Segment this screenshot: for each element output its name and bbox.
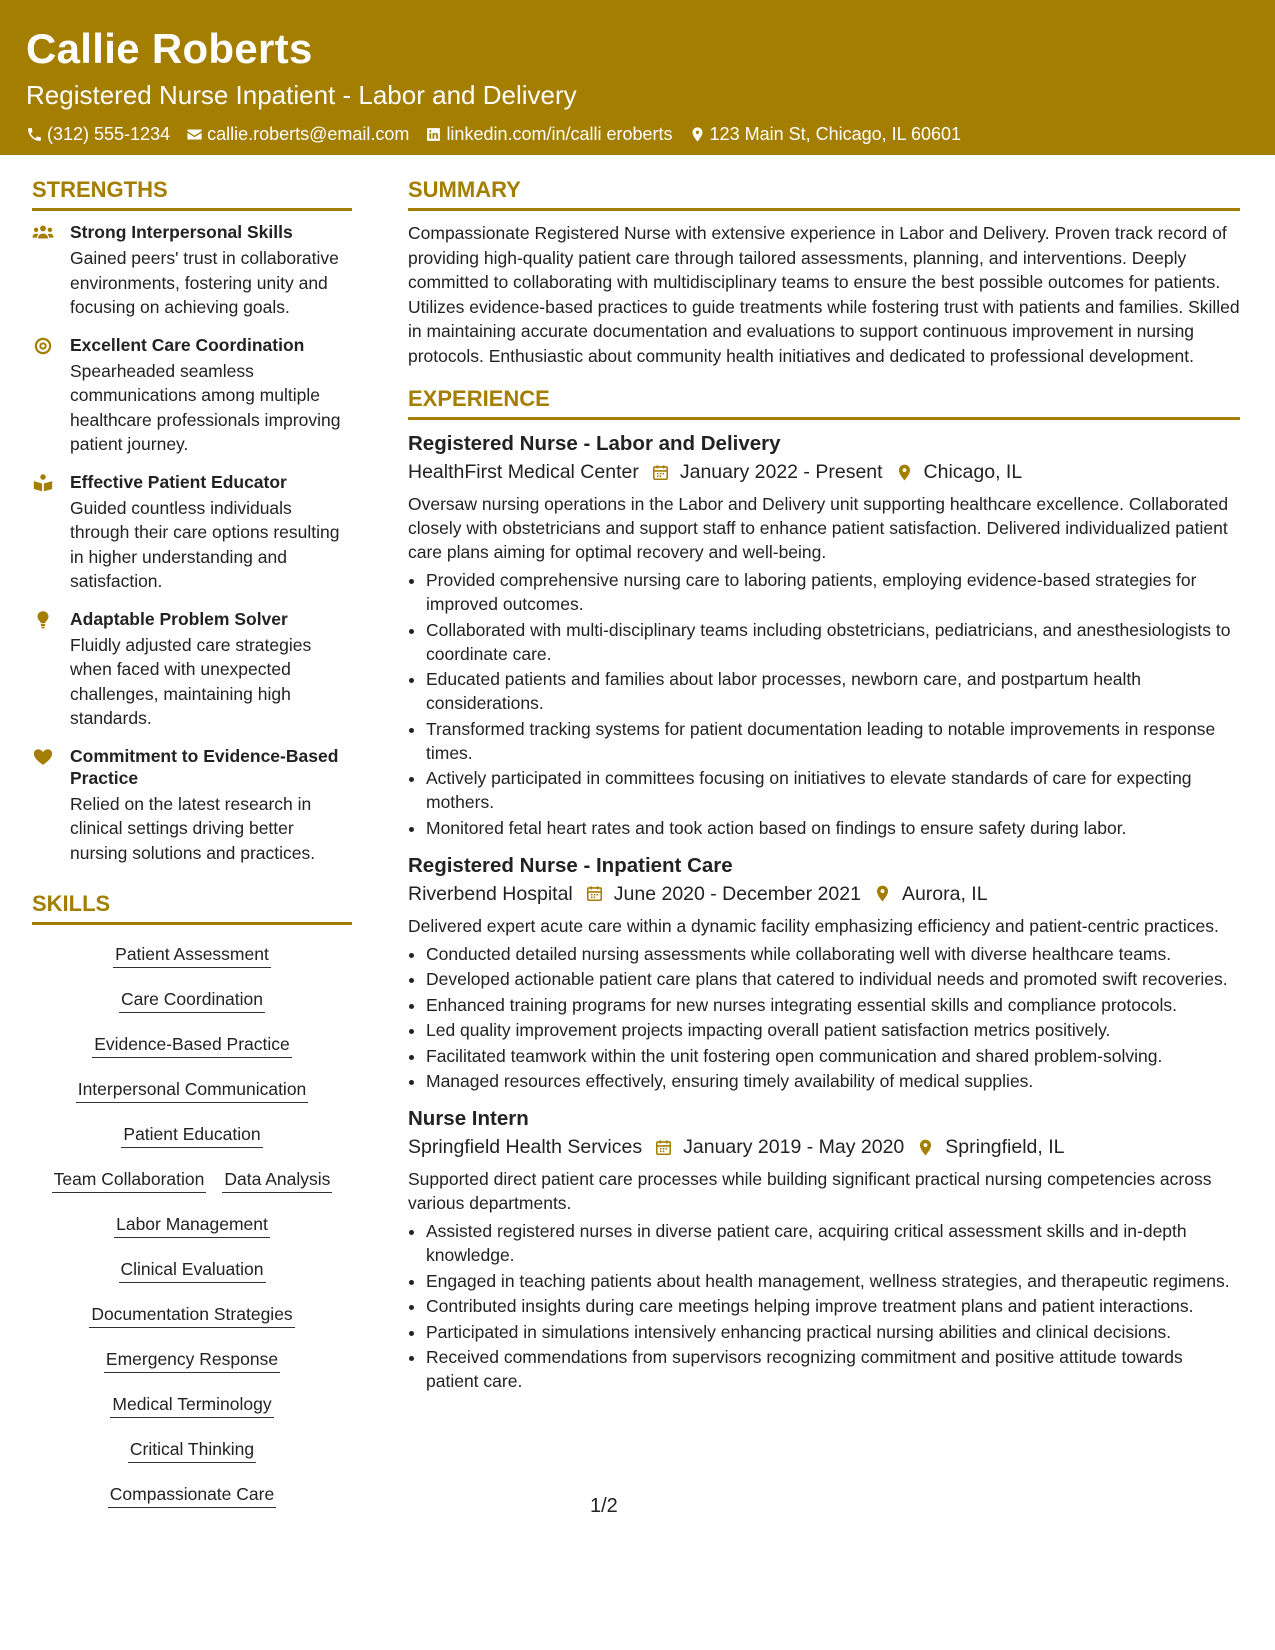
skill-tag: Care Coordination [119, 986, 265, 1013]
skill-tag: Patient Education [121, 1121, 262, 1148]
linkedin-text: linkedin.com/in/calli eroberts [446, 124, 673, 144]
skill-tag: Documentation Strategies [89, 1301, 294, 1328]
skill-tag: Compassionate Care [108, 1481, 276, 1508]
left-column [32, 175, 352, 1526]
strength-desc: Spearheaded seamless communications among multiple healthcare professionals improving patient journey. [70, 360, 341, 454]
job-bullet: • Received commendations from supervisors recognizing commitment and positive attitude towards patient care. [426, 1345, 1240, 1393]
strength-item [32, 608, 352, 731]
contact-address [689, 122, 962, 146]
phone-text: (312) 555-1234 [47, 124, 171, 144]
job-meta [408, 880, 1240, 908]
job-bullet: • Developed actionable patient care plans that catered to individual needs and promoted swift recoveries. [426, 967, 1240, 991]
strength-desc: Guided countless individuals through their care options resulting in higher understanding and satisfaction. [70, 497, 340, 591]
candidate-name: Callie Roberts [26, 25, 313, 72]
job-bullet: • Assisted registered nurses in diverse patient care, acquiring critical assessment skills and in-depth knowledge. [426, 1219, 1240, 1267]
job-meta [408, 1133, 1240, 1161]
strength-item [32, 471, 352, 594]
job-entry [408, 1105, 1240, 1393]
skill-tag: Clinical Evaluation [119, 1256, 266, 1283]
summary-heading: SUMMARY [408, 175, 1240, 211]
strength-title: Strong Interpersonal Skills [70, 222, 293, 242]
job-location: Springfield, IL [945, 1136, 1065, 1158]
job-company: Riverbend Hospital [408, 882, 573, 905]
job-description: Delivered expert acute care within a dynamic facility emphasizing efficiency and patient-centric practices. [408, 915, 1219, 936]
summary-text: Compassionate Registered Nurse with extensive experience in Labor and Delivery. Proven track record of providing high-quality patient care through tailored assessments, planning, and interventions. Deeply committed to collaborating with multidisciplinary teams to ensure the best possible outcomes for patients. Utilizes evidence-based practices to guide treatments while fostering trust with patients and families. Skilled in maintaining accurate documentation and evaluations to support continuous improvement in nursing protocols. Enthusiastic about community health initiatives and dedicated to professional development. [408, 223, 1240, 366]
lightbulb-icon [32, 610, 54, 630]
strength-title: Commitment to Evidence-Based Practice [70, 745, 339, 788]
job-bullet: • Actively participated in committees focusing on initiatives to elevate standards of care for expecting mothers. [426, 766, 1240, 814]
strength-desc: Gained peers' trust in collaborative environments, fostering unity and focusing on achieving goals. [70, 248, 339, 317]
calendar-icon [654, 1138, 673, 1157]
skill-tag: Patient Assessment [113, 941, 271, 968]
job-bullet: • Contributed insights during care meetings helping improve treatment plans and patient interactions. [426, 1294, 1240, 1318]
resume-header [0, 0, 1275, 155]
job-company: Springfield Health Services [408, 1136, 643, 1158]
envelope-icon [186, 126, 203, 143]
job-meta [408, 458, 1240, 486]
skills-heading: SKILLS [32, 889, 352, 925]
strength-item [32, 221, 352, 320]
skill-tag: Data Analysis [222, 1166, 332, 1193]
skill-tag: Interpersonal Communication [76, 1076, 309, 1103]
skill-tag: Emergency Response [104, 1346, 280, 1373]
skill-tag: Labor Management [114, 1211, 270, 1238]
map-marker-icon [895, 463, 914, 482]
heart-icon [32, 747, 54, 767]
map-marker-icon [689, 126, 706, 143]
job-bullet: • Provided comprehensive nursing care to laboring patients, employing evidence-based strategies for improved outcomes. [426, 568, 1240, 616]
strength-item [32, 745, 352, 866]
job-entry [408, 430, 1240, 840]
job-bullet: • Engaged in teaching patients about health management, wellness strategies, and therapeutic regimens. [426, 1269, 1240, 1293]
right-column [408, 175, 1240, 1405]
linkedin-icon [425, 126, 442, 143]
skill-tag: Medical Terminology [110, 1391, 273, 1418]
skill-tag: Team Collaboration [52, 1166, 207, 1193]
job-location: Aurora, IL [901, 882, 988, 905]
job-title: Nurse Intern [408, 1107, 529, 1130]
job-bullet: • Led quality improvement projects impacting overall patient satisfaction metrics positively. [426, 1018, 1240, 1042]
calendar-icon [585, 884, 604, 903]
job-dates: January 2019 - May 2020 [683, 1136, 905, 1158]
contact-bar [26, 122, 1275, 146]
strength-title: Adaptable Problem Solver [70, 608, 288, 629]
book-reader-icon [32, 473, 54, 493]
skill-tag: Evidence-Based Practice [92, 1031, 292, 1058]
job-title: Registered Nurse - Labor and Delivery [408, 432, 781, 455]
job-dates: January 2022 - Present [679, 461, 883, 483]
job-company: HealthFirst Medical Center [408, 461, 639, 483]
strength-desc: Fluidly adjusted care strategies when faced with unexpected challenges, maintaining high standards. [70, 634, 312, 728]
job-bullets [408, 942, 1240, 1094]
contact-linkedin[interactable] [425, 122, 672, 146]
strength-title: Effective Patient Educator [70, 471, 287, 492]
email-text: callie.roberts@email.com [207, 124, 410, 144]
strength-title: Excellent Care Coordination [70, 334, 305, 355]
job-description: Supported direct patient care processes while building significant practical nursing competencies across various departments. [408, 1169, 1212, 1213]
job-description: Oversaw nursing operations in the Labor and Delivery unit supporting healthcare excellence. Collaborated closely with obstetricians and support staff to enhance patient satisfaction. Delivered individualized patient care plans aiming for optimal recovery and well-being. [408, 494, 1229, 562]
job-entry [408, 852, 1240, 1094]
phone-icon [26, 126, 43, 143]
experience-heading: EXPERIENCE [408, 384, 1240, 420]
job-bullet: • Managed resources effectively, ensuring timely availability of medical supplies. [426, 1069, 1240, 1093]
job-bullet: • Conducted detailed nursing assessments while collaborating well with diverse healthcare teams. [426, 942, 1240, 966]
job-bullet: • Enhanced training programs for new nurses integrating essential skills and compliance protocols. [426, 993, 1240, 1017]
map-marker-icon [873, 884, 892, 903]
job-title: Registered Nurse - Inpatient Care [408, 853, 733, 877]
contact-email[interactable] [186, 122, 409, 146]
map-marker-icon [916, 1138, 935, 1157]
job-bullet: • Educated patients and families about labor processes, newborn care, and postpartum health considerations. [426, 667, 1240, 715]
contact-phone[interactable] [26, 122, 170, 146]
job-bullet: • Participated in simulations intensively enhancing practical nursing abilities and clinical decisions. [426, 1320, 1240, 1344]
skill-tag: Critical Thinking [128, 1436, 256, 1463]
page-number: 1/2 [590, 1495, 618, 1517]
strength-desc: Relied on the latest research in clinical settings driving better nursing solutions and practices. [70, 793, 316, 863]
calendar-icon [651, 463, 670, 482]
strengths-heading: STRENGTHS [32, 175, 352, 211]
address-text: 123 Main St, Chicago, IL 60601 [709, 124, 962, 144]
job-location: Chicago, IL [923, 461, 1023, 483]
skills-list [32, 935, 352, 1512]
strength-item [32, 334, 352, 457]
job-bullet: • Collaborated with multi-disciplinary teams including obstetricians, pediatricians, and anesthesiologists to coordinate care. [426, 618, 1240, 666]
users-icon [32, 223, 54, 243]
job-bullet: • Transformed tracking systems for patient documentation leading to notable improvements in response times. [426, 717, 1240, 765]
job-bullets [408, 1219, 1240, 1393]
target-icon [32, 336, 54, 356]
job-dates: June 2020 - December 2021 [613, 882, 861, 905]
candidate-headline: Registered Nurse Inpatient - Labor and Delivery [26, 80, 577, 110]
job-bullets [408, 568, 1240, 840]
job-bullet: • Monitored fetal heart rates and took action based on findings to ensure safety during labor. [426, 816, 1240, 840]
job-bullet: • Facilitated teamwork within the unit fostering open communication and shared problem-solving. [426, 1044, 1240, 1068]
